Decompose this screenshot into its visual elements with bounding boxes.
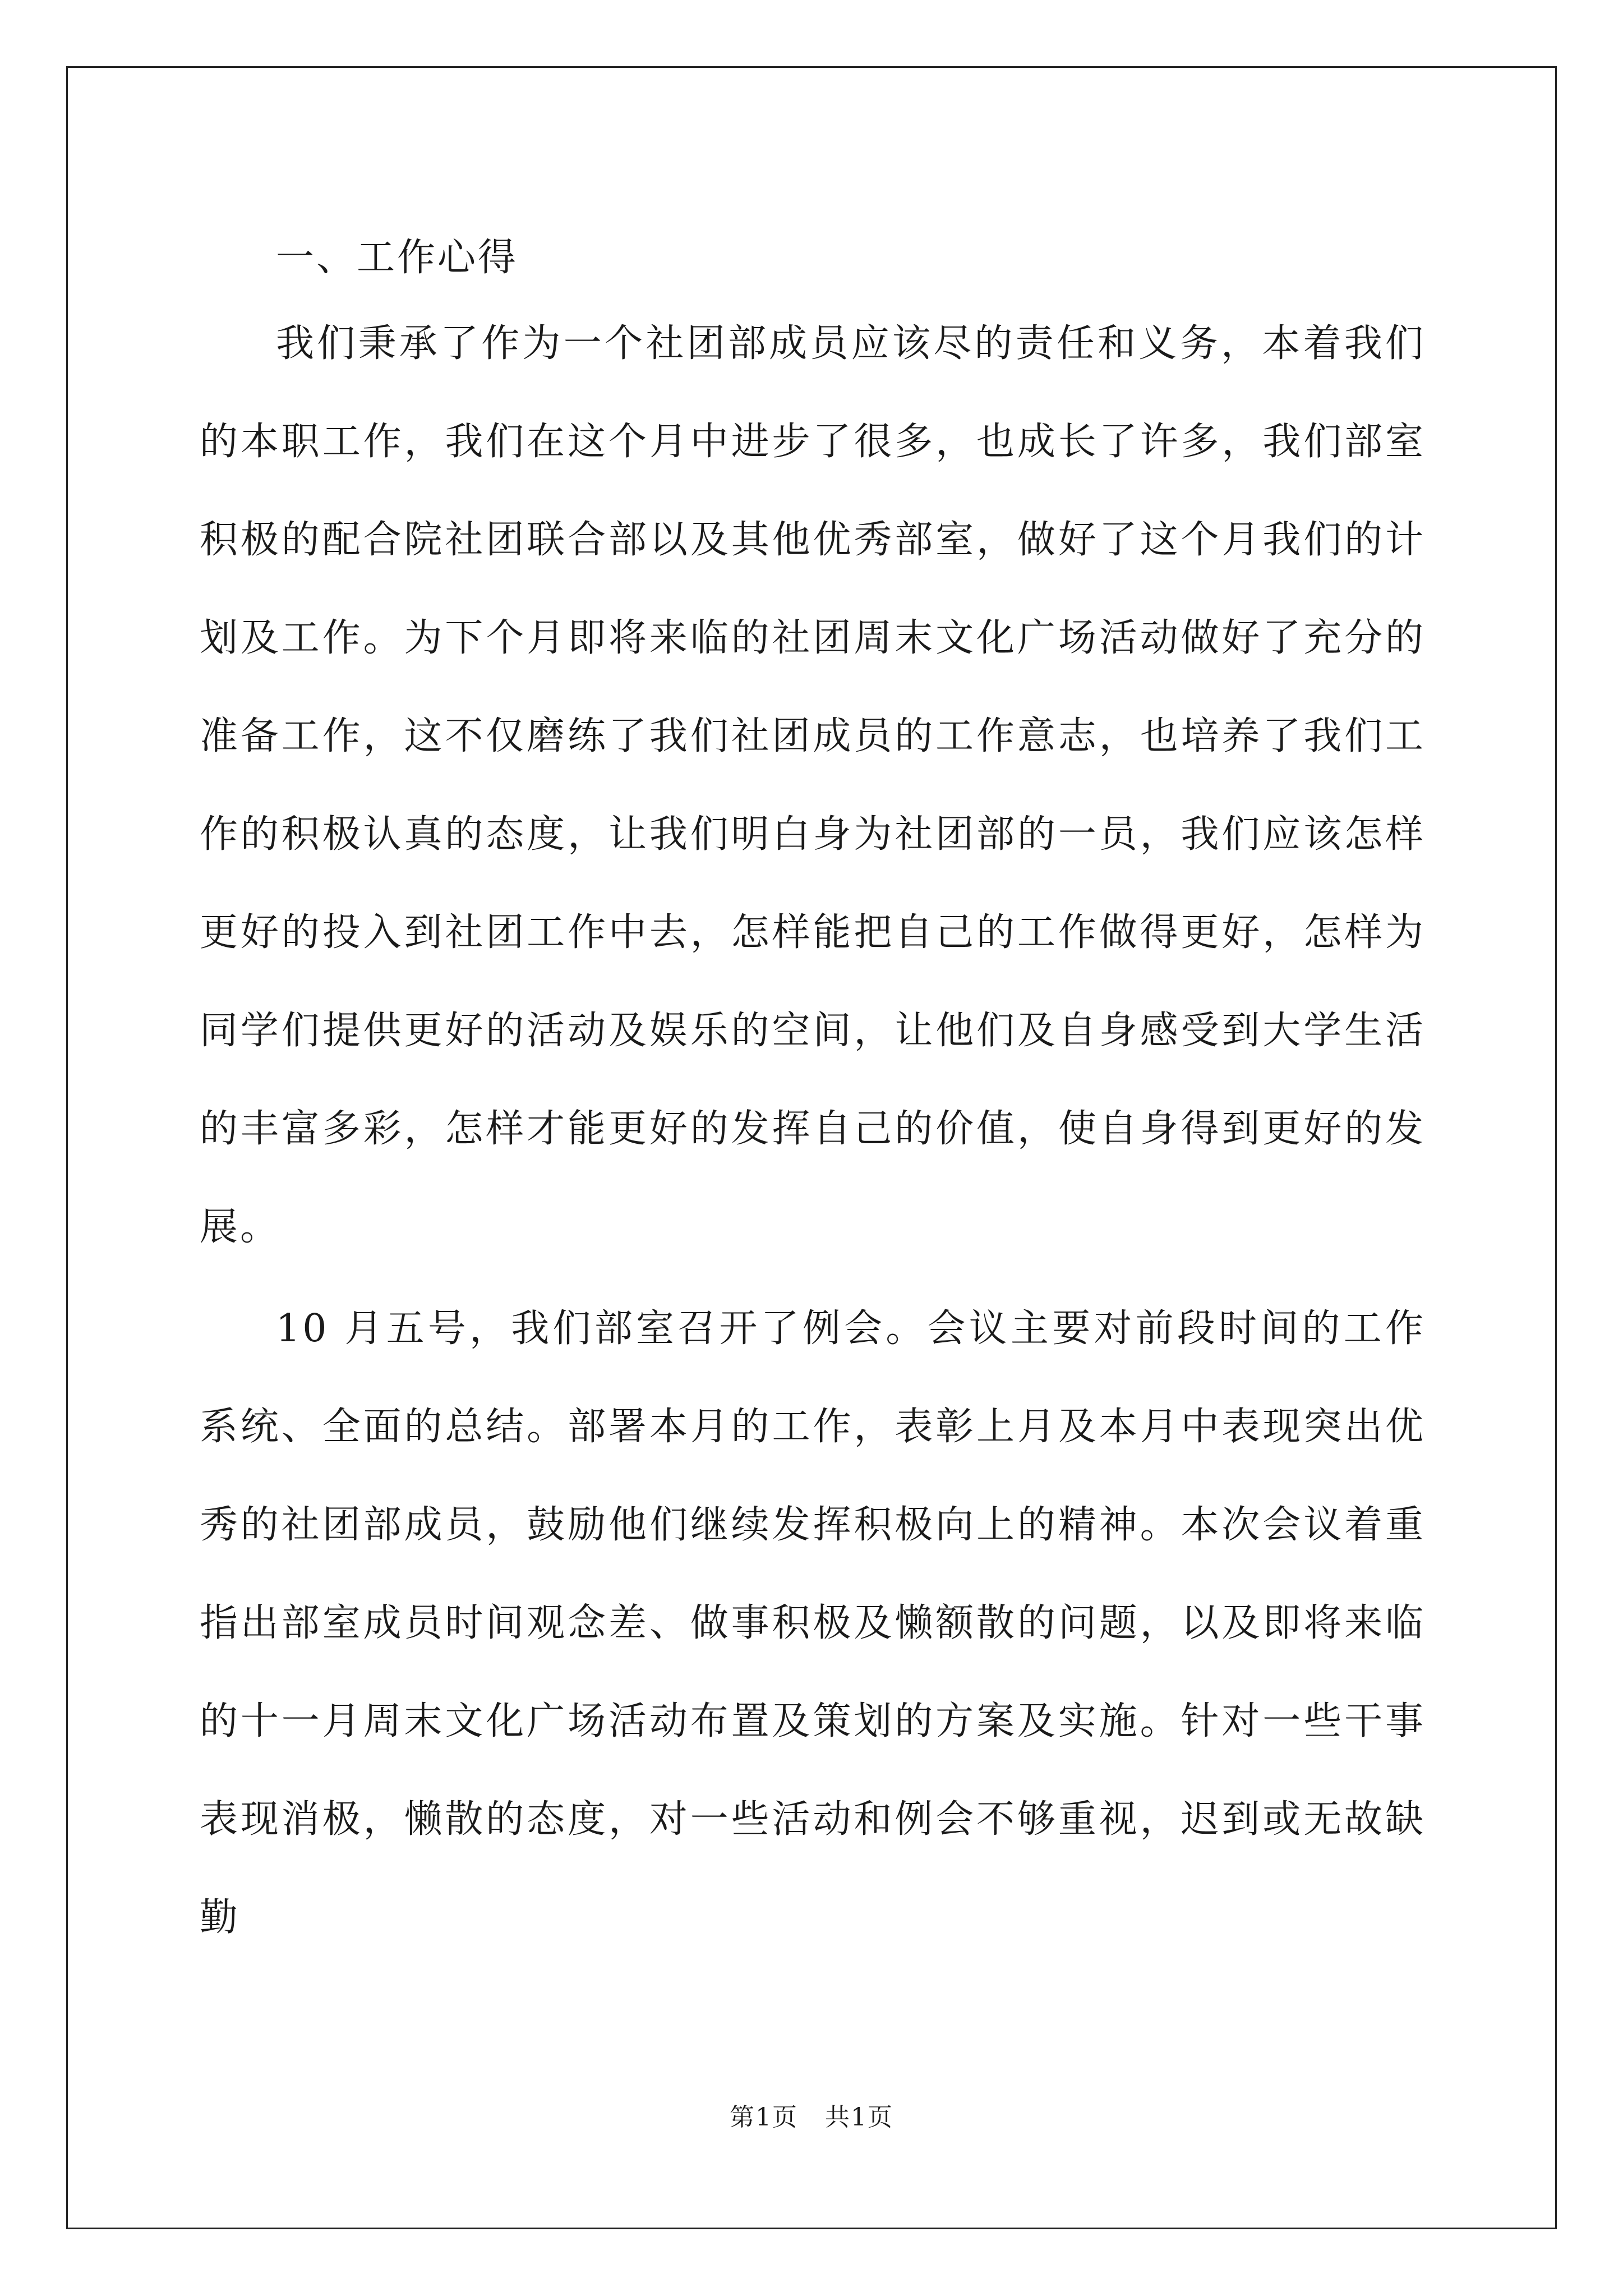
paragraph-1: 我们秉承了作为一个社团部成员应该尽的责任和义务，本着我们的本职工作，我们在这个月中进步了很多，也成长了许多，我们部室积极的配合院社团联合部以及其他优秀部室，做好了这个月我们的计划及工作。为下个月即将来临的社团周末文化广场活动做好了充分的准备工作，这不仅磨练了我们社团成员的工作意志，也培养了我们工作的积极认真的态度，让我们明白身为社团部的一员，我们应该怎样更好的投入到社团工作中去，怎样能把自己的工作做得更好，怎样为同学们提供更好的活动及娱乐的空间，让他们及自身感受到大学生活的丰富多彩，怎样才能更好的发挥自己的价值，使自身得到更好的发展。 xyxy=(200,321,1426,1249)
document-body xyxy=(200,222,1426,1967)
page-number-current: 第1页 xyxy=(730,2103,798,2132)
page-number-total: 共1页 xyxy=(825,2103,893,2132)
page-footer xyxy=(0,2101,1623,2134)
paragraph-2: 10 月五号，我们部室召开了例会。会议主要对前段时间的工作系统、全面的总结。部署本月的工作，表彰上月及本月中表现突出优秀的社团部成员，鼓励他们继续发挥积极向上的精神。本次会议着重指出部室成员时间观念差、做事积极及懒额散的问题，以及即将来临的十一月周末文化广场活动布置及策划的方案及实施。针对一些干事表现消极，懒散的态度，对一些活动和例会不够重视，迟到或无故缺勤 xyxy=(200,1306,1426,1940)
section-heading: 一、工作心得 xyxy=(276,236,519,280)
